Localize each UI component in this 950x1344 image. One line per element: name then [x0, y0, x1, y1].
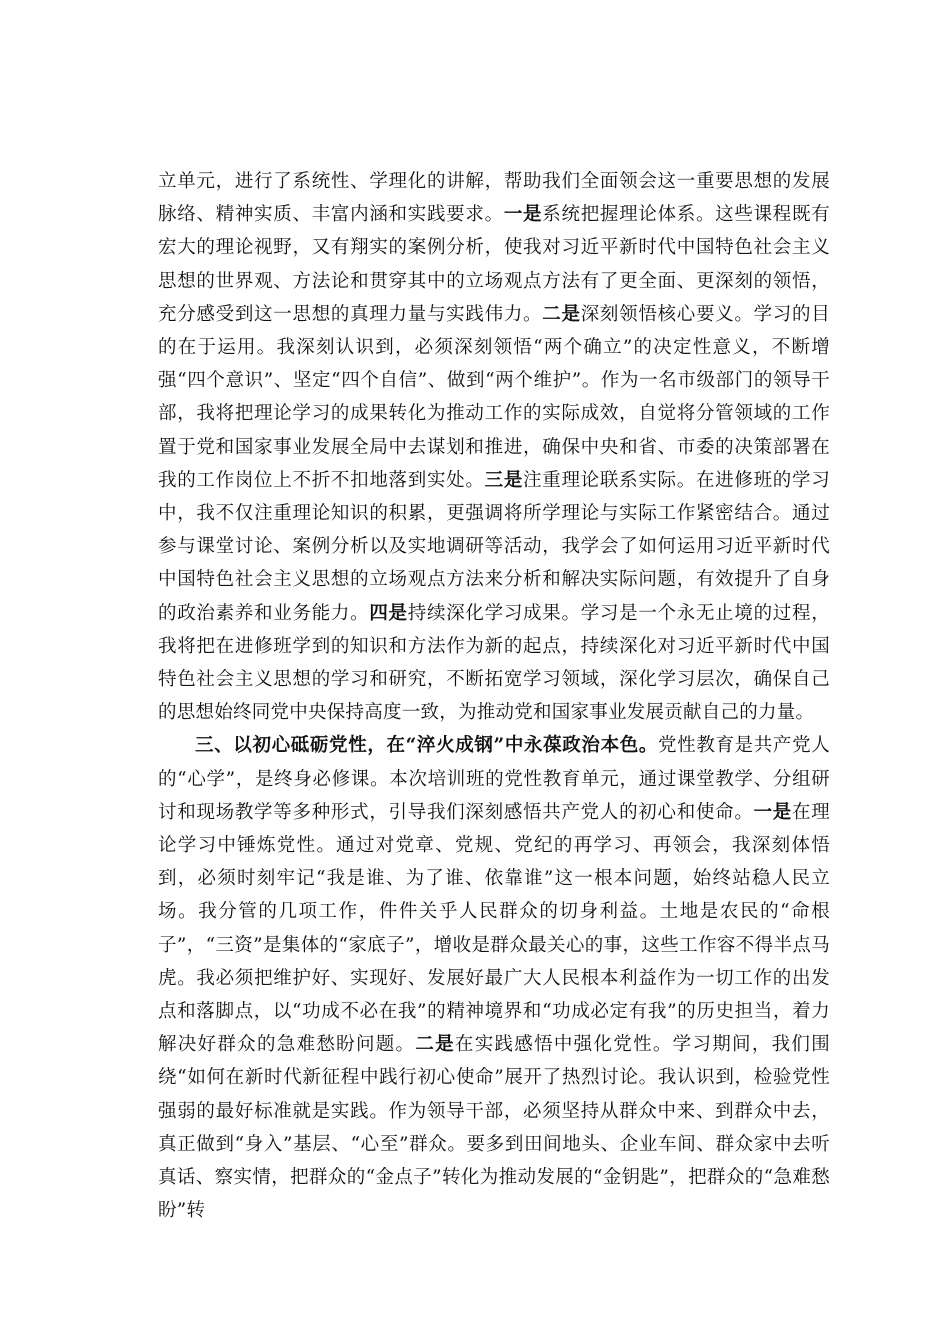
document-page [158, 165, 830, 1228]
point-text-1: 系统把握理论体系。这些课程既有宏大的理论视野，又有翔实的案例分析，使我对习近平新时代中国特色社会主义思想的世界观、方法论和贯穿其中的立场观点方法有了更全面、更深刻的领悟，充分感受到这一思想的真理力量与实践伟力。 [158, 204, 830, 325]
point-keyword-2: 二是 [415, 1034, 455, 1056]
paragraph-theory-study [158, 165, 830, 729]
point-keyword-1: 一是 [753, 801, 793, 823]
point-text-2: 在实践感悟中强化党性。学习期间，我们围绕“如何在新时代新征程中践行初心使命”展开了热烈讨论。我认识到，检验党性强弱的最好标准就是实践。作为领导干部，必须坚持从群众中来、到群众中去，真正做到“身入”基层、“心至”群众。要多到田间地头、企业车间、群众家中去听真话、察实情，把群众的“金点子”转化为推动发展的“金钥匙”，把群众的“急难愁盼”转 [158, 1034, 830, 1222]
point-keyword-4: 四是 [369, 602, 408, 624]
point-text-4: 持续深化学习成果。学习是一个永无止境的过程，我将把在进修班学到的知识和方法作为新的起点，持续深化对习近平新时代中国特色社会主义思想的学习和研究，不断拓宽学习领域，深化学习层次，确保自己的思想始终同党中央保持高度一致，为推动党和国家事业发展贡献自己的力量。 [158, 602, 830, 724]
paragraph-party-spirit [158, 729, 830, 1227]
point-keyword-1: 一是 [503, 204, 543, 226]
point-text-3: 注重理论联系实际。在进修班的学习中，我不仅注重理论知识的积累，更强调将所学理论与实际工作紧密结合。通过参与课堂讨论、案例分析以及实地调研等活动，我学会了如何运用习近平新时代中国特色社会主义思想的立场观点方法来分析和解决实际问题，有效提升了自身的政治素养和业务能力。 [158, 469, 830, 624]
paragraph-intro: 立单元，进行了系统性、学理化的讲解，帮助我们全面领会这一重要思想的发展脉络、精神实质、丰富内涵和实践要求。 [158, 171, 830, 226]
point-keyword-3: 三是 [484, 469, 524, 491]
paragraph-intro: 党性教育是共产党人的“心学”，是终身必修课。本次培训班的党性教育单元，通过课堂教学、分组研讨和现场教学等多种形式，引导我们深刻感悟共产党人的初心和使命。 [158, 735, 830, 823]
point-text-1: 在理论学习中锤炼党性。通过对党章、党规、党纪的再学习、再领会，我深刻体悟到，必须时刻牢记“我是谁、为了谁、依靠谁”这一根本问题，始终站稳人民立场。我分管的几项工作，件件关乎人民群众的切身利益。土地是农民的“命根子”，“三资”是集体的“家底子”，增收是群众最关心的事，这些工作容不得半点马虎。我必须把维护好、实现好、发展好最广大人民根本利益作为一切工作的出发点和落脚点，以“功成不必在我”的精神境界和“功成必定有我”的历史担当，着力解决好群众的急难愁盼问题。 [158, 801, 830, 1056]
point-keyword-2: 二是 [542, 303, 581, 325]
section-heading: 三、以初心砥砺党性，在“淬火成钢”中永葆政治本色。 [195, 735, 659, 757]
point-text-2: 深刻领悟核心要义。学习的目的在于运用。我深刻认识到，必须深刻领悟“两个确立”的决定性意义，不断增强“四个意识”、坚定“四个自信”、做到“两个维护”。作为一名市级部门的领导干部，我将把理论学习的成果转化为推动工作的实际成效，自觉将分管领域的工作置于党和国家事业发展全局中去谋划和推进，确保中央和省、市委的决策部署在我的工作岗位上不折不扣地落到实处。 [158, 303, 830, 491]
